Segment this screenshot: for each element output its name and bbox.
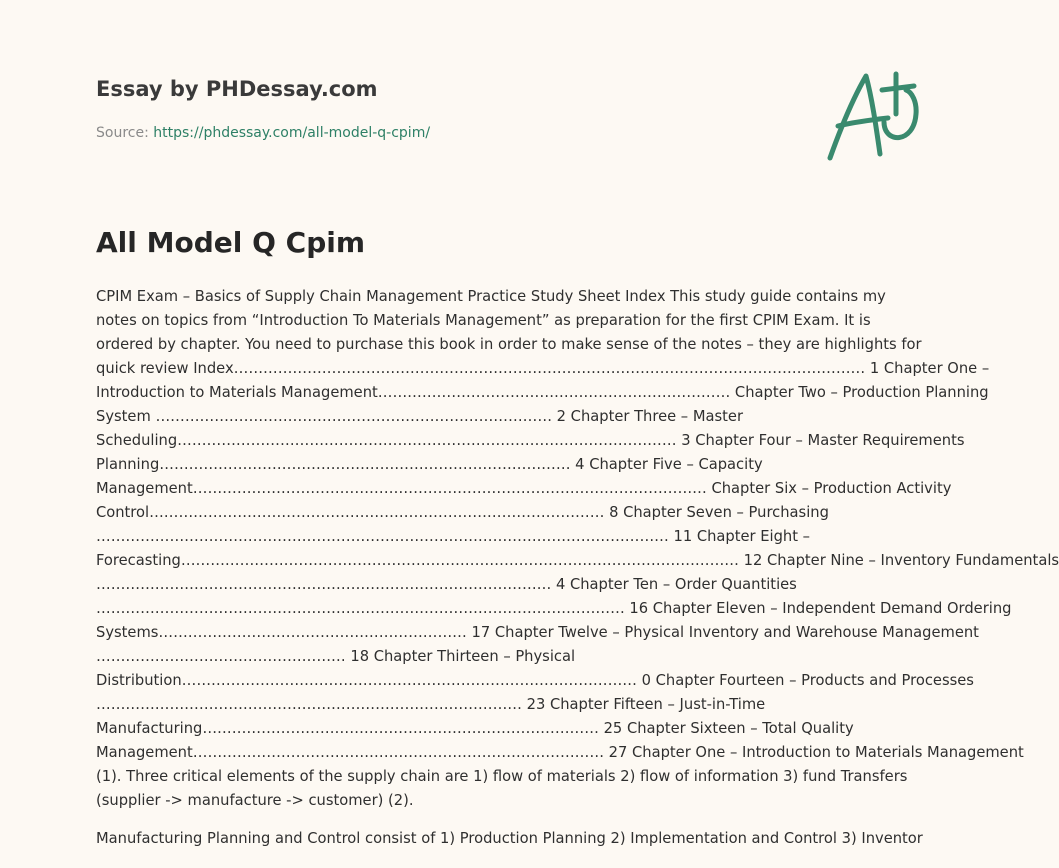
paragraph-line: Control………………………………………………………………………………… 8 Chapter Seven – Purchasing	[96, 504, 829, 521]
paragraph-line: (supplier -> manufacture -> customer) (2).	[96, 792, 414, 809]
site-brand: Essay by PHDessay.com	[96, 77, 378, 101]
paragraph-line: ……………………………………………………………………………………………… 16 Chapter Eleven – Independent Demand Ordering	[96, 600, 1012, 617]
paragraph-line: Planning………………………………………………………………………… 4 Chapter Five – Capacity	[96, 456, 763, 473]
source-link[interactable]: https://phdessay.com/all-model-q-cpim/	[153, 125, 431, 141]
paragraph-line: System ……………………………………………………………………… 2 Chapter Three – Master	[96, 408, 743, 425]
paragraph-line: quick review Index………………………………………………………………………………………………………………… 1 Chapter One –	[96, 360, 990, 377]
paragraph-line: Introduction to Materials Management……………………………………………………………… Chapter Two – Production Planning	[96, 384, 989, 401]
source-line	[96, 125, 430, 141]
paragraph-1	[96, 285, 1059, 813]
paragraph-line: ordered by chapter. You need to purchase this book in order to make sense of the notes – they are highlights for	[96, 336, 922, 353]
paragraph-line: Forecasting…………………………………………………………………………………………………… 12 Chapter Nine – Inventory Fundamentals	[96, 552, 1059, 569]
paragraph-2	[96, 827, 928, 851]
paragraph-line: Scheduling………………………………………………………………………………………… 3 Chapter Four – Master Requirements	[96, 432, 965, 449]
paragraph-line: Systems……………………………………………………… 17 Chapter Twelve – Physical Inventory and Warehouse Management	[96, 624, 979, 641]
paragraph-line: Distribution………………………………………………………………………………… 0 Chapter Fourteen – Products and Processes	[96, 672, 974, 689]
article-body	[96, 285, 1059, 865]
a-plus-logo-icon	[822, 68, 928, 164]
paragraph-line: ………………………………………………………………………………… 4 Chapter Ten – Order Quantities	[96, 576, 797, 593]
paragraph-line: ……………………………………………………………………………………………………… 11 Chapter Eight –	[96, 528, 810, 545]
paragraph-line: …………………………………………………………………………… 23 Chapter Fifteen – Just-in-Time	[96, 696, 766, 713]
paragraph-line: (1). Three critical elements of the supply chain are 1) flow of materials 2) flow of information 3) fund Transfers	[96, 768, 908, 785]
paragraph-line: CPIM Exam – Basics of Supply Chain Management Practice Study Sheet Index This study guide contains my	[96, 288, 886, 305]
source-label: Source:	[96, 125, 154, 141]
paragraph-line: Management…………………………………………………………………………………………… Chapter Six – Production Activity	[96, 480, 952, 497]
paragraph-line: notes on topics from “Introduction To Materials Management” as preparation for the first CPIM Exam. It is	[96, 312, 871, 329]
paragraph-line: Management………………………………………………………………………… 27 Chapter One – Introduction to Materials Management	[96, 744, 1024, 761]
paragraph-2-text: Manufacturing Planning and Control consist of 1) Production Planning 2) Implementation and Control 3) Inventor	[96, 830, 923, 847]
article-title: All Model Q Cpim	[96, 226, 366, 259]
paragraph-line: …………………………………………… 18 Chapter Thirteen – Physical	[96, 648, 576, 665]
paragraph-line: Manufacturing……………………………………………………………………… 25 Chapter Sixteen – Total Quality	[96, 720, 854, 737]
